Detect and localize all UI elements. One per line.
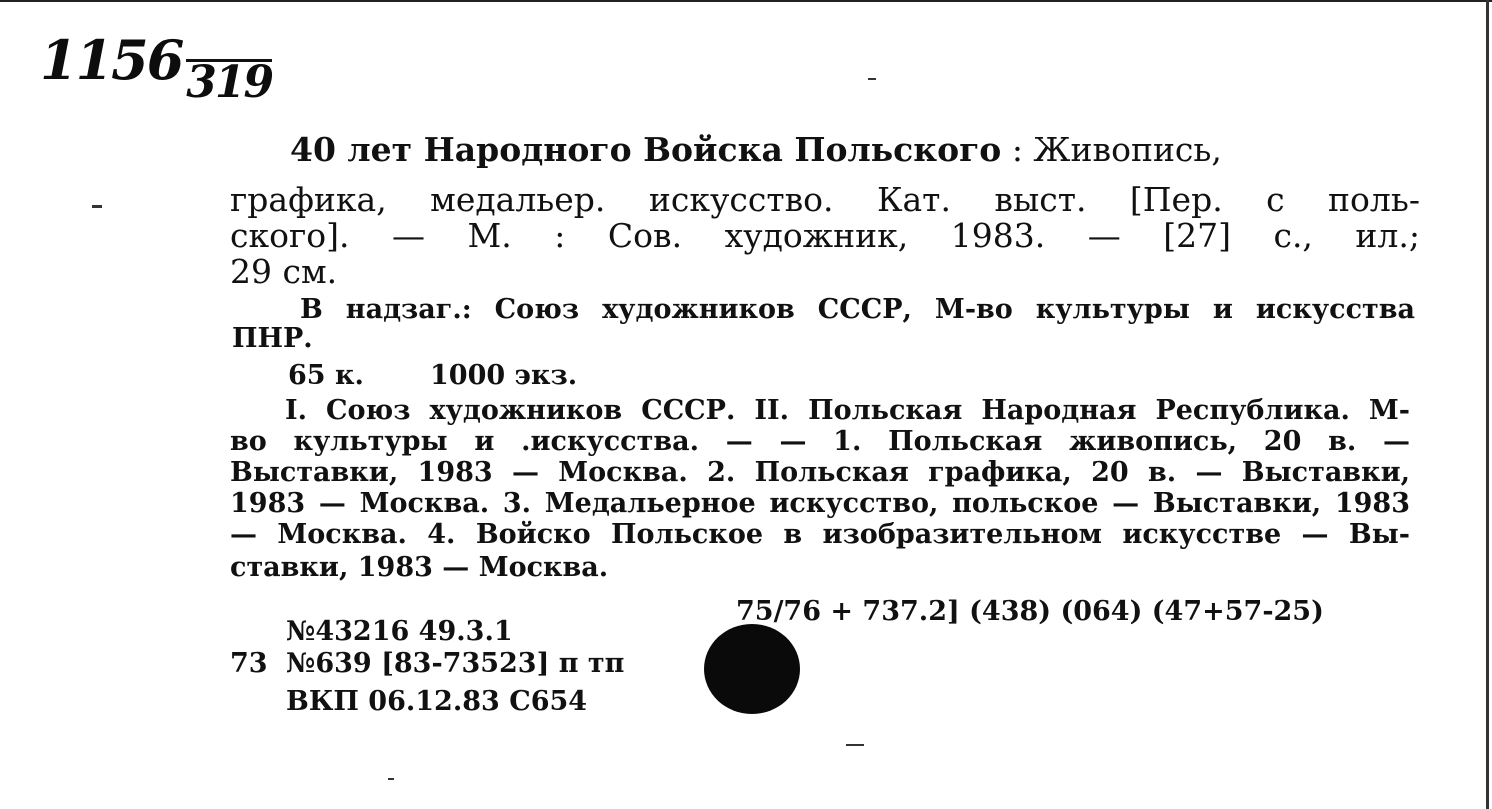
subjects-line-6: ставки, 1983 — Москва. — [230, 552, 609, 583]
entry-line-2: графика, медальер. искусство. Кат. выст. [Пер. с поль- — [230, 180, 1420, 219]
footer-line-1: №43216 49.3.1 — [286, 616, 513, 647]
entry-line-4: 29 см. — [230, 252, 338, 291]
handwritten-sub: 319 — [186, 57, 273, 108]
card-top-edge — [0, 0, 1492, 2]
footer-number: 73 — [230, 648, 268, 679]
footer-line-2: №639 [83-73523] п тп — [286, 648, 625, 679]
punch-hole — [704, 624, 800, 714]
subjects-line-1: I. Союз художников СССР. II. Польская Народная Республика. М- — [285, 395, 1410, 426]
card-right-edge — [1486, 0, 1489, 809]
scan-speck — [846, 744, 864, 746]
scan-speck — [868, 78, 876, 80]
handwritten-number — [40, 28, 273, 108]
entry-line-3: ского]. — М. : Сов. художник, 1983. — [27] с., ил.; — [230, 216, 1420, 255]
note-line-1: В надзаг.: Союз художников СССР, М-во культуры и искусства — [300, 294, 1415, 325]
price: 65 к. — [288, 360, 364, 391]
subjects-line-2: во культуры и .искусства. — — 1. Польская живопись, 20 в. — — [230, 426, 1410, 457]
entry-title-line — [290, 130, 1420, 169]
subjects-line-5: — Москва. 4. Войско Польское в изобразительном искусстве — Вы- — [230, 519, 1410, 550]
note-line-2: ПНР. — [232, 323, 313, 354]
scan-speck — [388, 778, 394, 780]
copies: 1000 экз. — [430, 360, 578, 391]
subjects-line-4: 1983 — Москва. 3. Медальерное искусство, польское — Выставки, 1983 — [230, 488, 1410, 519]
entry-title-rest: : Живопись, — [1001, 130, 1222, 169]
footer-line-3: ВКП 06.12.83 С654 — [286, 686, 588, 717]
entry-title: 40 лет Народного Войска Польского — [290, 130, 1002, 169]
classification: 75/76 + 737.2] (438) (064) (47+57-25) — [736, 596, 1324, 627]
scan-speck — [92, 205, 102, 208]
subjects-line-3: Выставки, 1983 — Москва. 2. Польская графика, 20 в. — Выставки, — [230, 457, 1410, 488]
handwritten-main: 1156 — [40, 28, 183, 92]
